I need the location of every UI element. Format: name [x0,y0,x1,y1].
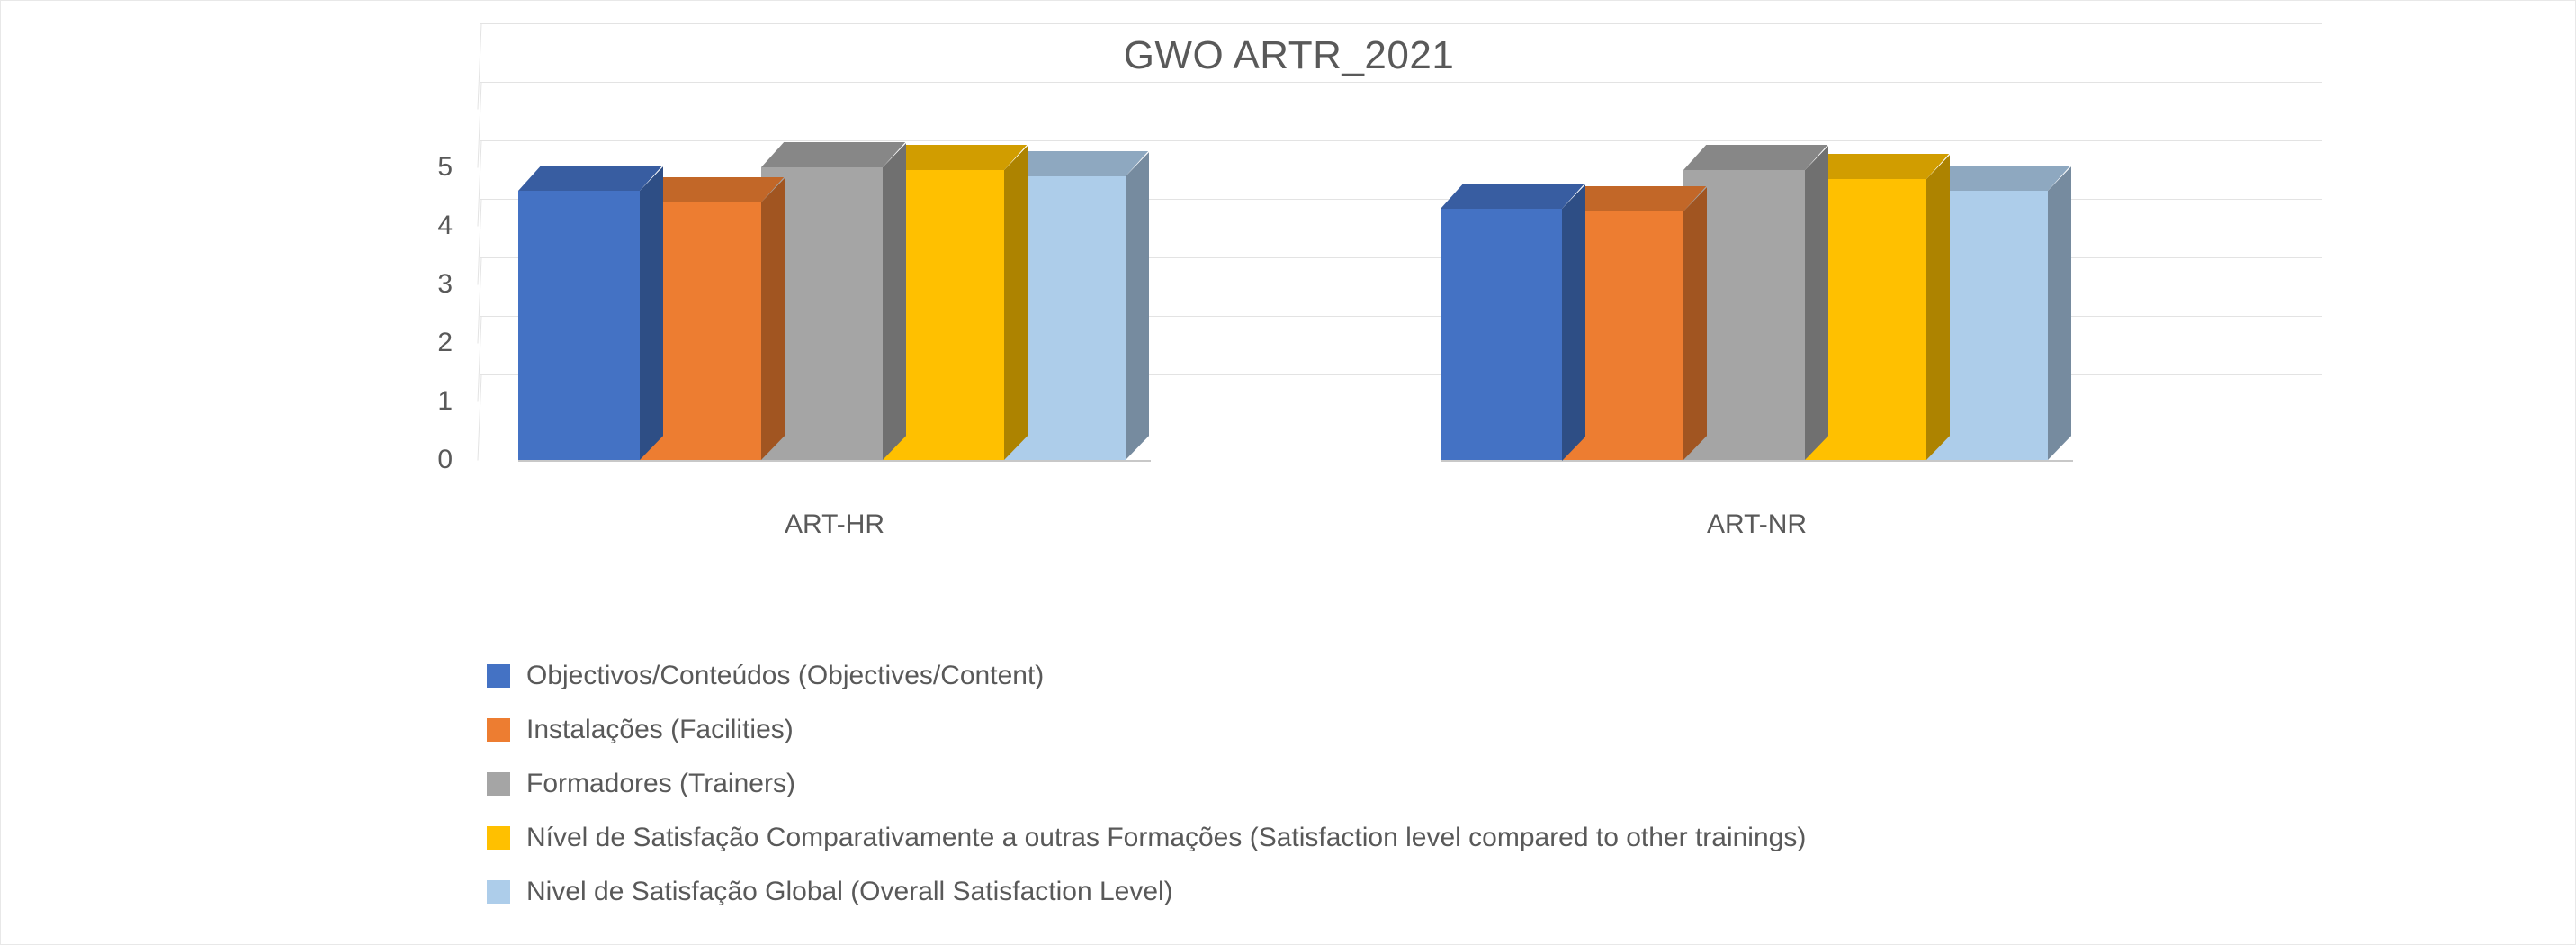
legend-item[interactable] [487,649,1806,703]
legend-item-label: Objectivos/Conteúdos (Objectives/Content) [526,661,1045,690]
bar-art-hr-series-1 [518,191,640,460]
bar-top-face [518,166,662,191]
legend-item-label: Nível de Satisfação Comparativamente a outras Formações (Satisfaction level compared to other trainings) [526,823,1807,852]
bar-side-face [1683,187,1707,460]
y-axis-tick-label: 5 [437,152,453,182]
bar-art-nr-series-1 [1441,209,1562,461]
bar-top-face [1683,145,1827,170]
chart-legend [487,649,1806,919]
bar-side-face [1004,146,1028,460]
category-baseline [518,460,1151,462]
bar-side-face [640,166,663,460]
legend-item-label: Instalações (Facilities) [526,715,794,744]
gridline [480,23,2322,24]
legend-item-label: Nivel de Satisfação Global (Overall Satisfaction Level) [526,877,1173,906]
bar-side-face [1805,146,1828,460]
bar-side-face [1926,155,1950,460]
legend-item[interactable] [487,811,1806,865]
legend-item-label: Formadores (Trainers) [526,769,795,798]
plot-area [343,113,2322,545]
category-label-art-nr: ART-NR [1706,509,1808,539]
category-baseline [1441,460,2073,462]
legend-swatch-icon [487,664,510,688]
category-label-art-hr: ART-HR [784,509,885,539]
bar-side-face [883,143,906,460]
legend-item[interactable] [487,703,1806,757]
bar-side-face [761,178,785,460]
bar-side-face [2048,166,2071,460]
bar-side-face [1126,152,1149,460]
legend-item[interactable] [487,865,1806,919]
legend-swatch-icon [487,880,510,904]
y-axis-tick-label: 4 [437,211,453,240]
bar-front-face [518,191,640,460]
y-axis-tick-label: 1 [437,386,453,416]
legend-swatch-icon [487,718,510,742]
y-axis-tick-label: 2 [437,328,453,357]
legend-item[interactable] [487,757,1806,811]
gridline [480,140,2322,141]
bar-front-face [1441,209,1562,461]
gridline [480,82,2322,83]
y-axis-tick-label: 0 [437,445,453,474]
bar-top-face [761,142,905,167]
legend-swatch-icon [487,826,510,850]
bar-top-face [1441,184,1584,209]
bar-side-face [1562,184,1585,460]
chart-title: GWO ARTR_2021 [1123,33,1455,77]
y-axis-tick-label: 3 [437,269,453,299]
legend-swatch-icon [487,772,510,796]
